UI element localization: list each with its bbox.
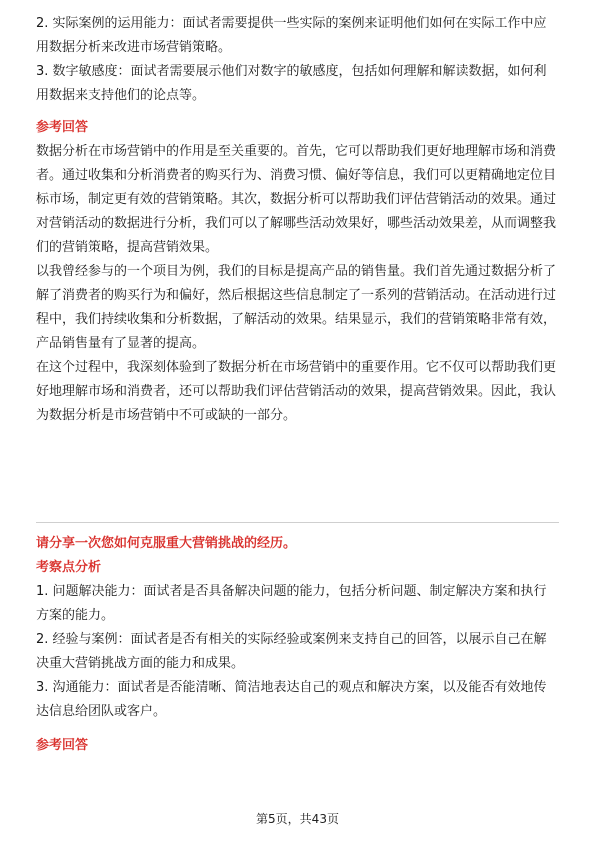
question-title: 请分享一次您如何克服重大营销挑战的经历。 — [36, 536, 297, 551]
analysis-item-1: 1. 问题解决能力：面试者是否具备解决问题的能力，包括分析问题、制定解决方案和执行方案的能力。 — [36, 584, 547, 623]
question-section — [36, 532, 559, 758]
page-content — [36, 0, 559, 428]
answer-paragraph-2: 以我曾经参与的一个项目为例，我们的目标是提高产品的销售量。我们首先通过数据分析了解了消费者的购买行为和偏好，然后根据这些信息制定了一系列的营销活动。在活动进行过程中，我们持续收集和分析数据，了解活动的效果。结果显示，我们的营销策略非常有效，产品销售量有了显著的提高。 — [36, 264, 557, 351]
criteria-item-2: 2. 实际案例的运用能力：面试者需要提供一些实际的案例来证明他们如何在实际工作中应用数据分析来改进市场营销策略。 — [36, 16, 547, 55]
analysis-item-2: 2. 经验与案例：面试者是否有相关的实际经验或案例来支持自己的回答，以展示自己在解决重大营销挑战方面的能力和成果。 — [36, 632, 547, 671]
answer-paragraph-1: 数据分析在市场营销中的作用是至关重要的。首先，它可以帮助我们更好地理解市场和消费者。通过收集和分析消费者的购买行为、消费习惯、偏好等信息，我们可以更精确地定位目标市场，制定更有效的营销策略。其次，数据分析可以帮助我们评估营销活动的效果。通过对营销活动的数据进行分析，我们可以了解哪些活动效果好，哪些活动效果差，从而调整我们的营销策略，提高营销效果。 — [36, 144, 557, 255]
section-divider — [36, 522, 559, 523]
reference-answer-heading-2: 参考回答 — [36, 738, 89, 753]
page-number: 第5页，共43页 — [256, 812, 339, 826]
answer-paragraph-3: 在这个过程中，我深刻体验到了数据分析在市场营销中的重要作用。它不仅可以帮助我们更好地理解市场和消费者，还可以帮助我们评估营销活动的效果，提高营销效果。因此，我认为数据分析是市场营销中不可或缺的一部分。 — [36, 360, 557, 423]
reference-answer-heading: 参考回答 — [36, 120, 89, 135]
criteria-item-3: 3. 数字敏感度：面试者需要展示他们对数字的敏感度，包括如何理解和解读数据，如何利用数据来支持他们的论点等。 — [36, 64, 547, 103]
analysis-item-3: 3. 沟通能力：面试者是否能清晰、简洁地表达自己的观点和解决方案，以及能否有效地传达信息给团队或客户。 — [36, 680, 547, 719]
analysis-heading: 考察点分析 — [36, 560, 102, 575]
